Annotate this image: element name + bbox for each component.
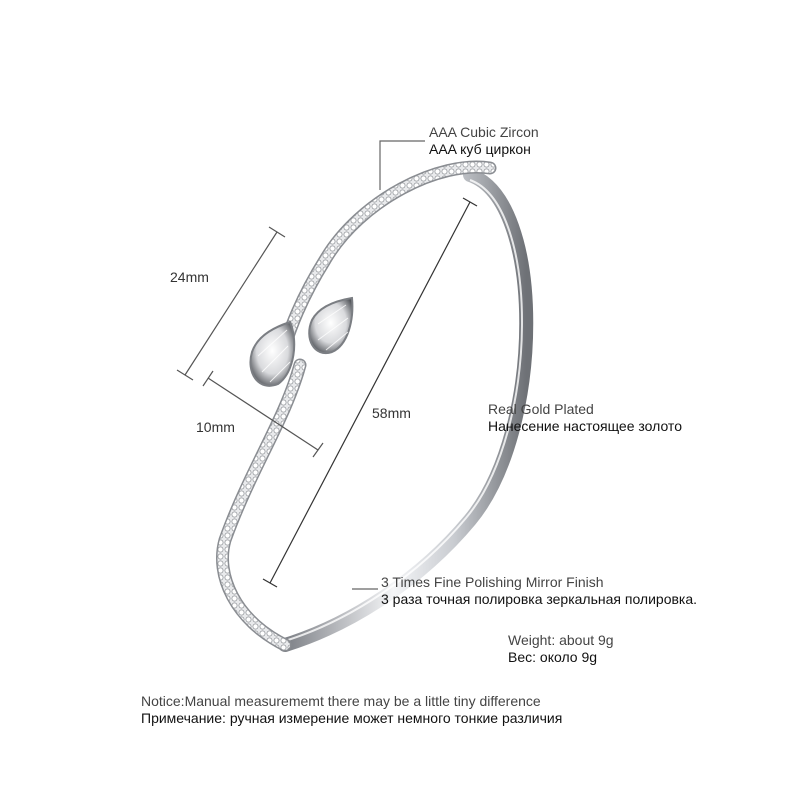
callout-plated-ru: Нанесение настоящее золото bbox=[488, 418, 682, 434]
callout-finish-ru: 3 раза точная полировка зеркальная полировка. bbox=[381, 591, 698, 607]
weight-ru: Вес: около 9g bbox=[508, 649, 598, 665]
notice bbox=[141, 693, 562, 727]
weight-en: Weight: about 9g bbox=[508, 632, 614, 648]
dimension-width-label: 10mm bbox=[196, 419, 235, 435]
weight-info bbox=[508, 632, 614, 666]
callout-zircon bbox=[429, 124, 539, 158]
notice-ru: Примечание: ручная измерение может немного тонкие различия bbox=[141, 710, 563, 726]
callout-finish-en: 3 Times Fine Polishing Mirror Finish bbox=[381, 574, 604, 590]
teardrop-stone-left bbox=[250, 322, 294, 386]
callout-plated-en: Real Gold Plated bbox=[488, 401, 594, 417]
notice-en: Notice:Manual measurememt there may be a little tiny difference bbox=[141, 693, 541, 709]
callout-zircon-ru: AAA куб циркон bbox=[429, 141, 531, 157]
dimension-height-label: 24mm bbox=[170, 269, 209, 285]
dimension-diameter-label: 58mm bbox=[372, 405, 411, 421]
teardrop-stone-right bbox=[309, 298, 352, 353]
callout-finish bbox=[381, 574, 697, 608]
callout-plated bbox=[488, 401, 682, 435]
callout-zircon-en: AAA Cubic Zircon bbox=[429, 124, 539, 140]
